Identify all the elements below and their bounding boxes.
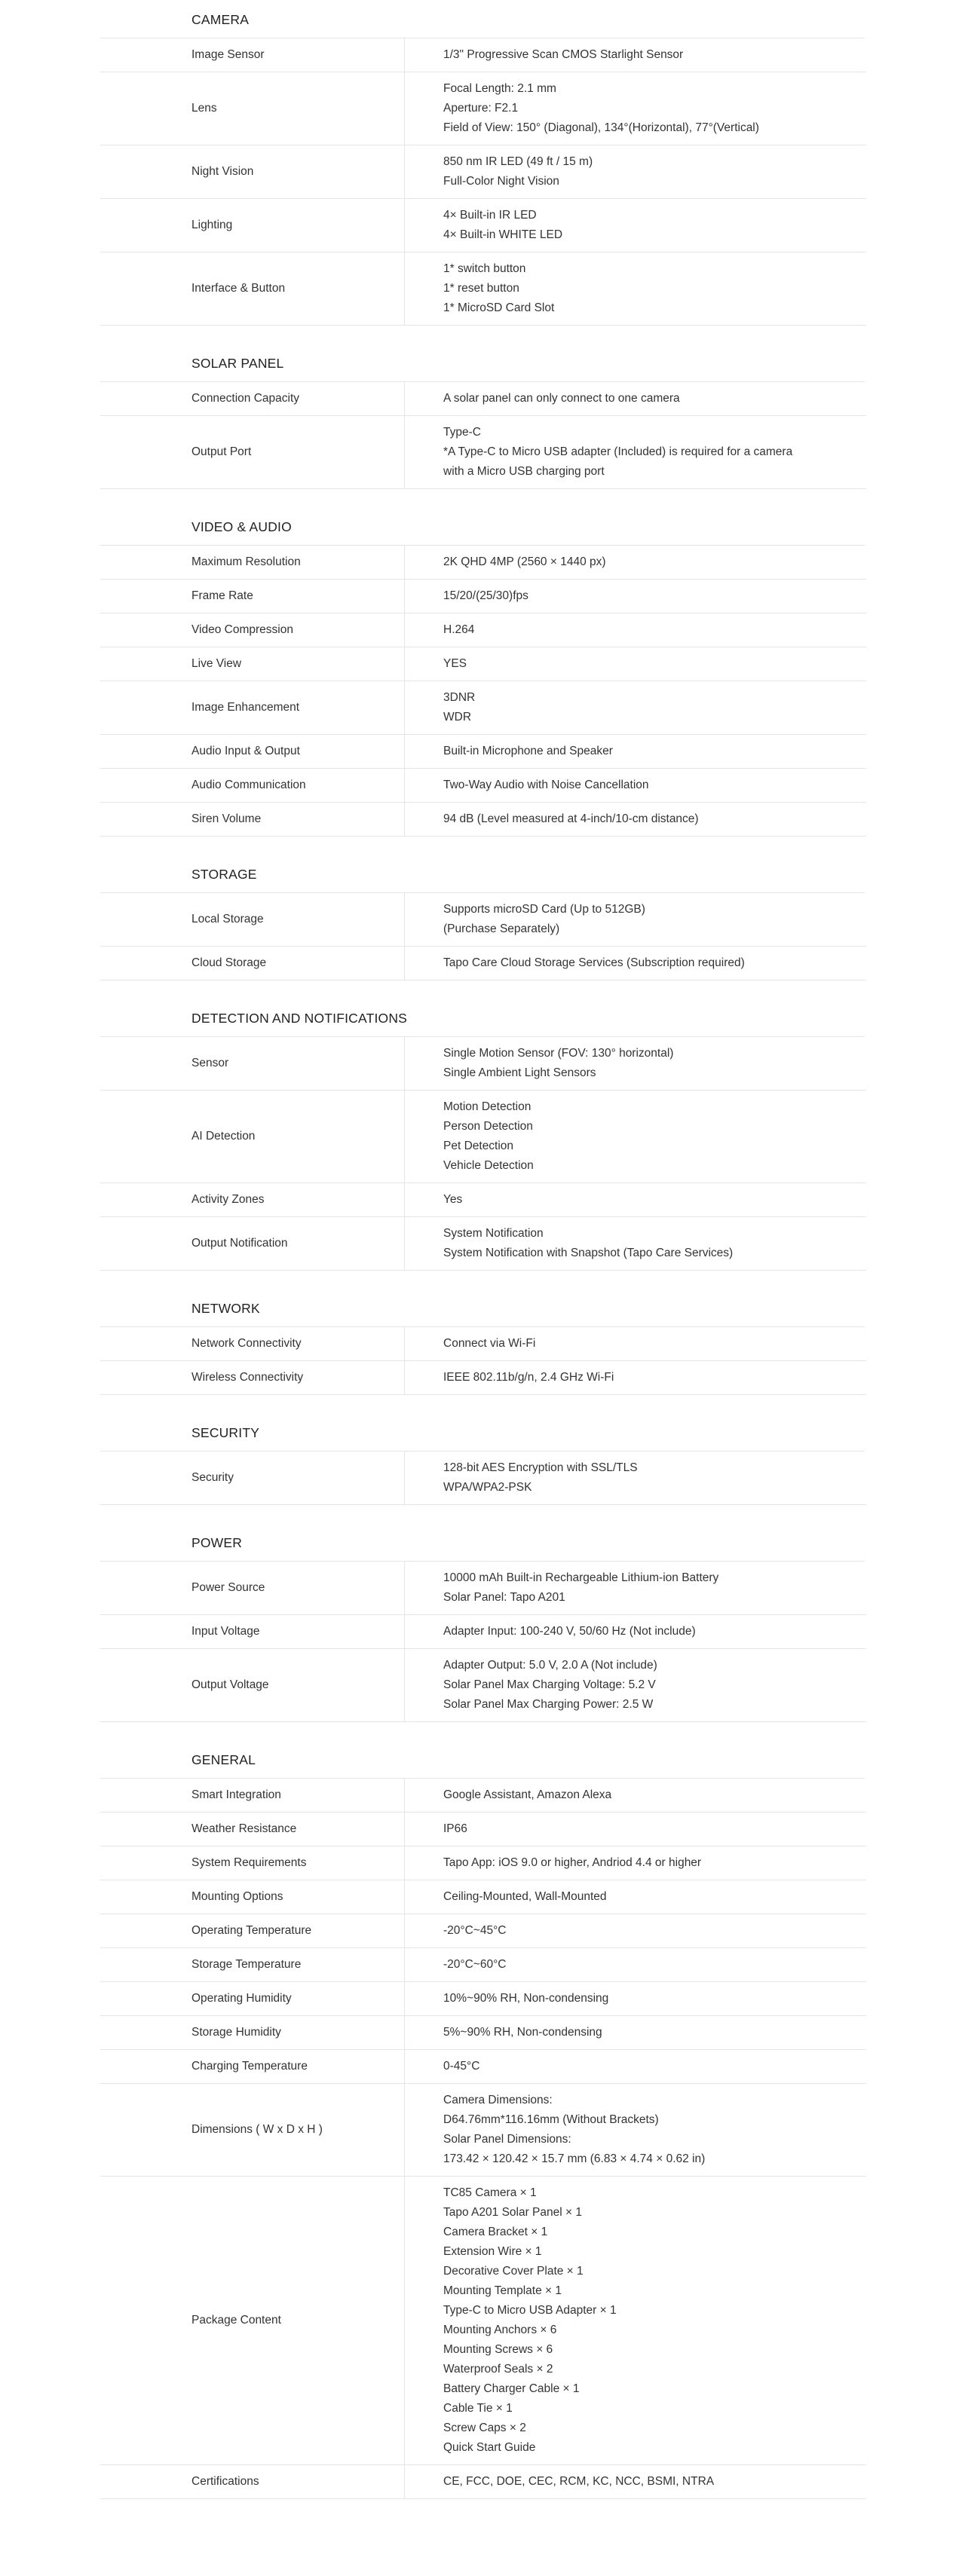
spec-row	[100, 613, 866, 647]
spec-label: Siren Volume	[100, 803, 405, 837]
spec-value-line: D64.76mm*116.16mm (Without Brackets)	[443, 2113, 659, 2126]
spec-value-line: Connect via Wi-Fi	[443, 1337, 536, 1350]
spec-value	[405, 1982, 867, 2016]
spec-label: Audio Communication	[100, 769, 405, 803]
spec-row	[100, 1562, 866, 1615]
spec-value	[405, 199, 867, 252]
spec-label: Lighting	[100, 199, 405, 252]
spec-row	[100, 1361, 866, 1395]
spec-value-line: 4× Built-in IR LED	[443, 209, 537, 222]
spec-value-line: IP66	[443, 1822, 467, 1835]
spec-row	[100, 1846, 866, 1880]
spec-value-line: Solar Panel Max Charging Voltage: 5.2 V	[443, 1678, 656, 1691]
spec-value	[405, 2050, 867, 2084]
spec-value	[405, 1361, 867, 1395]
section-title: SECURITY	[100, 1419, 865, 1452]
spec-value	[405, 38, 867, 72]
spec-value-line: -20°C~60°C	[443, 1958, 507, 1971]
spec-value	[405, 2016, 867, 2050]
spec-value	[405, 1615, 867, 1649]
spec-table	[100, 38, 866, 326]
spec-value	[405, 72, 867, 145]
spec-label: Frame Rate	[100, 580, 405, 613]
spec-value-line: Camera Dimensions:	[443, 2094, 553, 2106]
spec-value	[405, 735, 867, 769]
spec-label: Local Storage	[100, 893, 405, 947]
spec-label: Night Vision	[100, 145, 405, 199]
spec-label: Storage Temperature	[100, 1948, 405, 1982]
spec-value-line: Ceiling-Mounted, Wall-Mounted	[443, 1890, 607, 1903]
spec-value-line: Tapo App: iOS 9.0 or higher, Andriod 4.4 or higher	[443, 1856, 702, 1869]
spec-value	[405, 382, 867, 416]
spec-value-line: Type-C to Micro USB Adapter × 1	[443, 2304, 617, 2317]
spec-label: Lens	[100, 72, 405, 145]
spec-value-line: 173.42 × 120.42 × 15.7 mm (6.83 × 4.74 × 0.62 in)	[443, 2152, 706, 2165]
spec-value-line: Adapter Input: 100-240 V, 50/60 Hz (Not include)	[443, 1625, 696, 1638]
spec-row	[100, 2177, 866, 2465]
section-title: VIDEO & AUDIO	[100, 513, 865, 546]
spec-value-line: Adapter Output: 5.0 V, 2.0 A (Not include)	[443, 1659, 657, 1672]
spec-label: Image Sensor	[100, 38, 405, 72]
spec-value-line: 4× Built-in WHITE LED	[443, 228, 563, 241]
spec-value	[405, 1183, 867, 1217]
spec-row	[100, 252, 866, 326]
spec-label: Activity Zones	[100, 1183, 405, 1217]
spec-label: Dimensions ( W x D x H )	[100, 2084, 405, 2177]
spec-row	[100, 382, 866, 416]
spec-value-line: Camera Bracket × 1	[443, 2226, 548, 2238]
spec-value	[405, 947, 867, 981]
spec-row	[100, 2050, 866, 2084]
spec-row	[100, 735, 866, 769]
spec-value-line: Built-in Microphone and Speaker	[443, 745, 613, 757]
spec-value	[405, 647, 867, 681]
spec-value-line: 1* MicroSD Card Slot	[443, 301, 555, 314]
spec-value	[405, 1846, 867, 1880]
spec-value-line: WPA/WPA2-PSK	[443, 1481, 532, 1494]
spec-value-line: Extension Wire × 1	[443, 2245, 542, 2258]
spec-table	[100, 546, 866, 837]
spec-section	[0, 513, 965, 837]
spec-section	[0, 1746, 965, 2499]
spec-row	[100, 1880, 866, 1914]
spec-value	[405, 1037, 867, 1091]
spec-row	[100, 416, 866, 489]
section-title: DETECTION AND NOTIFICATIONS	[100, 1005, 865, 1037]
spec-value-line: -20°C~45°C	[443, 1924, 507, 1937]
spec-label: Output Port	[100, 416, 405, 489]
spec-row	[100, 1615, 866, 1649]
spec-value-line: Single Ambient Light Sensors	[443, 1066, 596, 1079]
spec-label: Storage Humidity	[100, 2016, 405, 2050]
spec-value-line: Aperture: F2.1	[443, 102, 519, 115]
spec-row	[100, 38, 866, 72]
spec-table	[100, 1562, 866, 1722]
spec-value	[405, 613, 867, 647]
spec-label: AI Detection	[100, 1091, 405, 1183]
spec-row	[100, 1452, 866, 1505]
spec-row	[100, 769, 866, 803]
spec-row	[100, 1649, 866, 1722]
spec-value-line: Mounting Screws × 6	[443, 2343, 553, 2356]
spec-label: Input Voltage	[100, 1615, 405, 1649]
spec-value	[405, 803, 867, 837]
spec-label: Image Enhancement	[100, 681, 405, 735]
spec-value	[405, 2177, 867, 2465]
spec-table	[100, 1779, 866, 2499]
spec-value-line: Two-Way Audio with Noise Cancellation	[443, 779, 649, 791]
spec-row	[100, 947, 866, 981]
spec-value	[405, 1091, 867, 1183]
spec-row	[100, 647, 866, 681]
spec-row	[100, 803, 866, 837]
spec-row	[100, 2016, 866, 2050]
spec-value-line: (Purchase Separately)	[443, 922, 560, 935]
spec-section	[0, 1295, 965, 1395]
spec-value	[405, 252, 867, 326]
spec-row	[100, 580, 866, 613]
spec-value	[405, 1562, 867, 1615]
spec-section	[0, 1529, 965, 1722]
spec-value	[405, 580, 867, 613]
spec-value	[405, 1914, 867, 1948]
spec-label: Certifications	[100, 2465, 405, 2499]
spec-row	[100, 1813, 866, 1846]
spec-label: Video Compression	[100, 613, 405, 647]
spec-value-line: 15/20/(25/30)fps	[443, 589, 528, 602]
spec-table	[100, 382, 866, 489]
spec-value-line: Person Detection	[443, 1120, 533, 1133]
spec-label: Audio Input & Output	[100, 735, 405, 769]
spec-label: Sensor	[100, 1037, 405, 1091]
spec-label: Maximum Resolution	[100, 546, 405, 580]
section-title: NETWORK	[100, 1295, 865, 1327]
spec-label: Weather Resistance	[100, 1813, 405, 1846]
spec-row	[100, 1982, 866, 2016]
spec-value	[405, 1649, 867, 1722]
spec-value-line: Solar Panel Dimensions:	[443, 2133, 571, 2146]
spec-value-line: System Notification	[443, 1227, 544, 1240]
spec-value-line: Pet Detection	[443, 1140, 514, 1152]
spec-value	[405, 546, 867, 580]
spec-value	[405, 1327, 867, 1361]
spec-value-line: Supports microSD Card (Up to 512GB)	[443, 903, 645, 916]
spec-value-line: WDR	[443, 711, 472, 724]
spec-label: Connection Capacity	[100, 382, 405, 416]
spec-value-line: Type-C	[443, 426, 481, 439]
spec-value-line: Vehicle Detection	[443, 1159, 534, 1172]
spec-value-line: Mounting Anchors × 6	[443, 2324, 557, 2336]
spec-value-line: 0-45°C	[443, 2060, 480, 2073]
spec-value-line: System Notification with Snapshot (Tapo Care Services)	[443, 1247, 734, 1259]
spec-value	[405, 1813, 867, 1846]
spec-section	[0, 1005, 965, 1271]
spec-label: Operating Temperature	[100, 1914, 405, 1948]
spec-value	[405, 769, 867, 803]
spec-label: Mounting Options	[100, 1880, 405, 1914]
spec-value-line: TC85 Camera × 1	[443, 2186, 537, 2199]
section-title: POWER	[100, 1529, 865, 1562]
spec-row	[100, 1327, 866, 1361]
spec-value-line: Google Assistant, Amazon Alexa	[443, 1788, 612, 1801]
spec-value	[405, 1880, 867, 1914]
section-title: SOLAR PANEL	[100, 350, 865, 382]
spec-value-line: Solar Panel: Tapo A201	[443, 1591, 565, 1604]
spec-label: Wireless Connectivity	[100, 1361, 405, 1395]
spec-value	[405, 416, 867, 489]
spec-row	[100, 546, 866, 580]
spec-value-line: Single Motion Sensor (FOV: 130° horizontal)	[443, 1047, 674, 1060]
spec-value-line: Focal Length: 2.1 mm	[443, 82, 556, 95]
spec-label: Security	[100, 1452, 405, 1505]
spec-value-line: Battery Charger Cable × 1	[443, 2382, 580, 2395]
spec-value-line: Motion Detection	[443, 1100, 532, 1113]
spec-value-line: 2K QHD 4MP (2560 × 1440 px)	[443, 555, 606, 568]
spec-label: Output Voltage	[100, 1649, 405, 1722]
spec-value-line: Mounting Template × 1	[443, 2284, 562, 2297]
spec-value	[405, 1452, 867, 1505]
spec-table	[100, 1037, 866, 1271]
spec-value-line: 1/3" Progressive Scan CMOS Starlight Sensor	[443, 48, 684, 61]
spec-row	[100, 1914, 866, 1948]
spec-value-line: *A Type-C to Micro USB adapter (Included) is required for a camera	[443, 445, 793, 458]
spec-label: Interface & Button	[100, 252, 405, 326]
spec-section	[0, 1419, 965, 1505]
spec-row	[100, 681, 866, 735]
spec-row	[100, 145, 866, 199]
spec-value-line: Screw Caps × 2	[443, 2422, 526, 2434]
section-title: CAMERA	[100, 6, 865, 38]
spec-row	[100, 1948, 866, 1982]
spec-value	[405, 1948, 867, 1982]
spec-value-line: 1* switch button	[443, 262, 526, 275]
spec-table	[100, 893, 866, 981]
spec-value	[405, 2084, 867, 2177]
spec-value-line: Tapo Care Cloud Storage Services (Subscription required)	[443, 956, 745, 969]
spec-section	[0, 350, 965, 489]
spec-label: Cloud Storage	[100, 947, 405, 981]
spec-row	[100, 1091, 866, 1183]
section-title: GENERAL	[100, 1746, 865, 1779]
spec-label: System Requirements	[100, 1846, 405, 1880]
spec-value-line: Full-Color Night Vision	[443, 175, 559, 188]
spec-value-line: YES	[443, 657, 467, 670]
section-title: STORAGE	[100, 861, 865, 893]
spec-section	[0, 861, 965, 981]
spec-value	[405, 2465, 867, 2499]
spec-value-line: Tapo A201 Solar Panel × 1	[443, 2206, 582, 2219]
spec-value-line: Yes	[443, 1193, 463, 1206]
spec-label: Operating Humidity	[100, 1982, 405, 2016]
spec-table	[100, 1452, 866, 1505]
spec-value-line: CE, FCC, DOE, CEC, RCM, KC, NCC, BSMI, NTRA	[443, 2475, 715, 2488]
spec-value-line: Solar Panel Max Charging Power: 2.5 W	[443, 1698, 654, 1711]
spec-row	[100, 1217, 866, 1271]
spec-row	[100, 2465, 866, 2499]
spec-value-line: Quick Start Guide	[443, 2441, 536, 2454]
spec-value-line: 10000 mAh Built-in Rechargeable Lithium-ion Battery	[443, 1571, 719, 1584]
spec-value-line: A solar panel can only connect to one camera	[443, 392, 680, 405]
spec-label: Charging Temperature	[100, 2050, 405, 2084]
spec-row	[100, 1779, 866, 1813]
spec-value	[405, 145, 867, 199]
spec-value-line: 3DNR	[443, 691, 476, 704]
spec-value-line: 5%~90% RH, Non-condensing	[443, 2026, 602, 2039]
spec-row	[100, 893, 866, 947]
spec-row	[100, 72, 866, 145]
spec-value	[405, 893, 867, 947]
spec-row	[100, 199, 866, 252]
spec-value-line: H.264	[443, 623, 475, 636]
spec-label: Power Source	[100, 1562, 405, 1615]
spec-row	[100, 1183, 866, 1217]
spec-label: Smart Integration	[100, 1779, 405, 1813]
spec-value-line: 1* reset button	[443, 282, 519, 295]
spec-value-line: 94 dB (Level measured at 4-inch/10-cm distance)	[443, 812, 699, 825]
spec-value-line: 128-bit AES Encryption with SSL/TLS	[443, 1461, 638, 1474]
spec-row	[100, 1037, 866, 1091]
spec-value-line: 10%~90% RH, Non-condensing	[443, 1992, 609, 2005]
spec-label: Live View	[100, 647, 405, 681]
spec-label: Package Content	[100, 2177, 405, 2465]
spec-label: Output Notification	[100, 1217, 405, 1271]
spec-value-line: Waterproof Seals × 2	[443, 2363, 553, 2376]
spec-section	[0, 6, 965, 326]
spec-value	[405, 1779, 867, 1813]
spec-value-line: Cable Tie × 1	[443, 2402, 513, 2415]
spec-value-line: Field of View: 150° (Diagonal), 134°(Horizontal), 77°(Vertical)	[443, 121, 759, 134]
spec-value-line: IEEE 802.11b/g/n, 2.4 GHz Wi-Fi	[443, 1371, 614, 1384]
spec-value-line: 850 nm IR LED (49 ft / 15 m)	[443, 155, 593, 168]
spec-value	[405, 1217, 867, 1271]
spec-table	[100, 1327, 866, 1395]
spec-value-line: Decorative Cover Plate × 1	[443, 2265, 584, 2278]
spec-value	[405, 681, 867, 735]
spec-value-line: with a Micro USB charging port	[443, 465, 605, 478]
spec-row	[100, 2084, 866, 2177]
spec-label: Network Connectivity	[100, 1327, 405, 1361]
